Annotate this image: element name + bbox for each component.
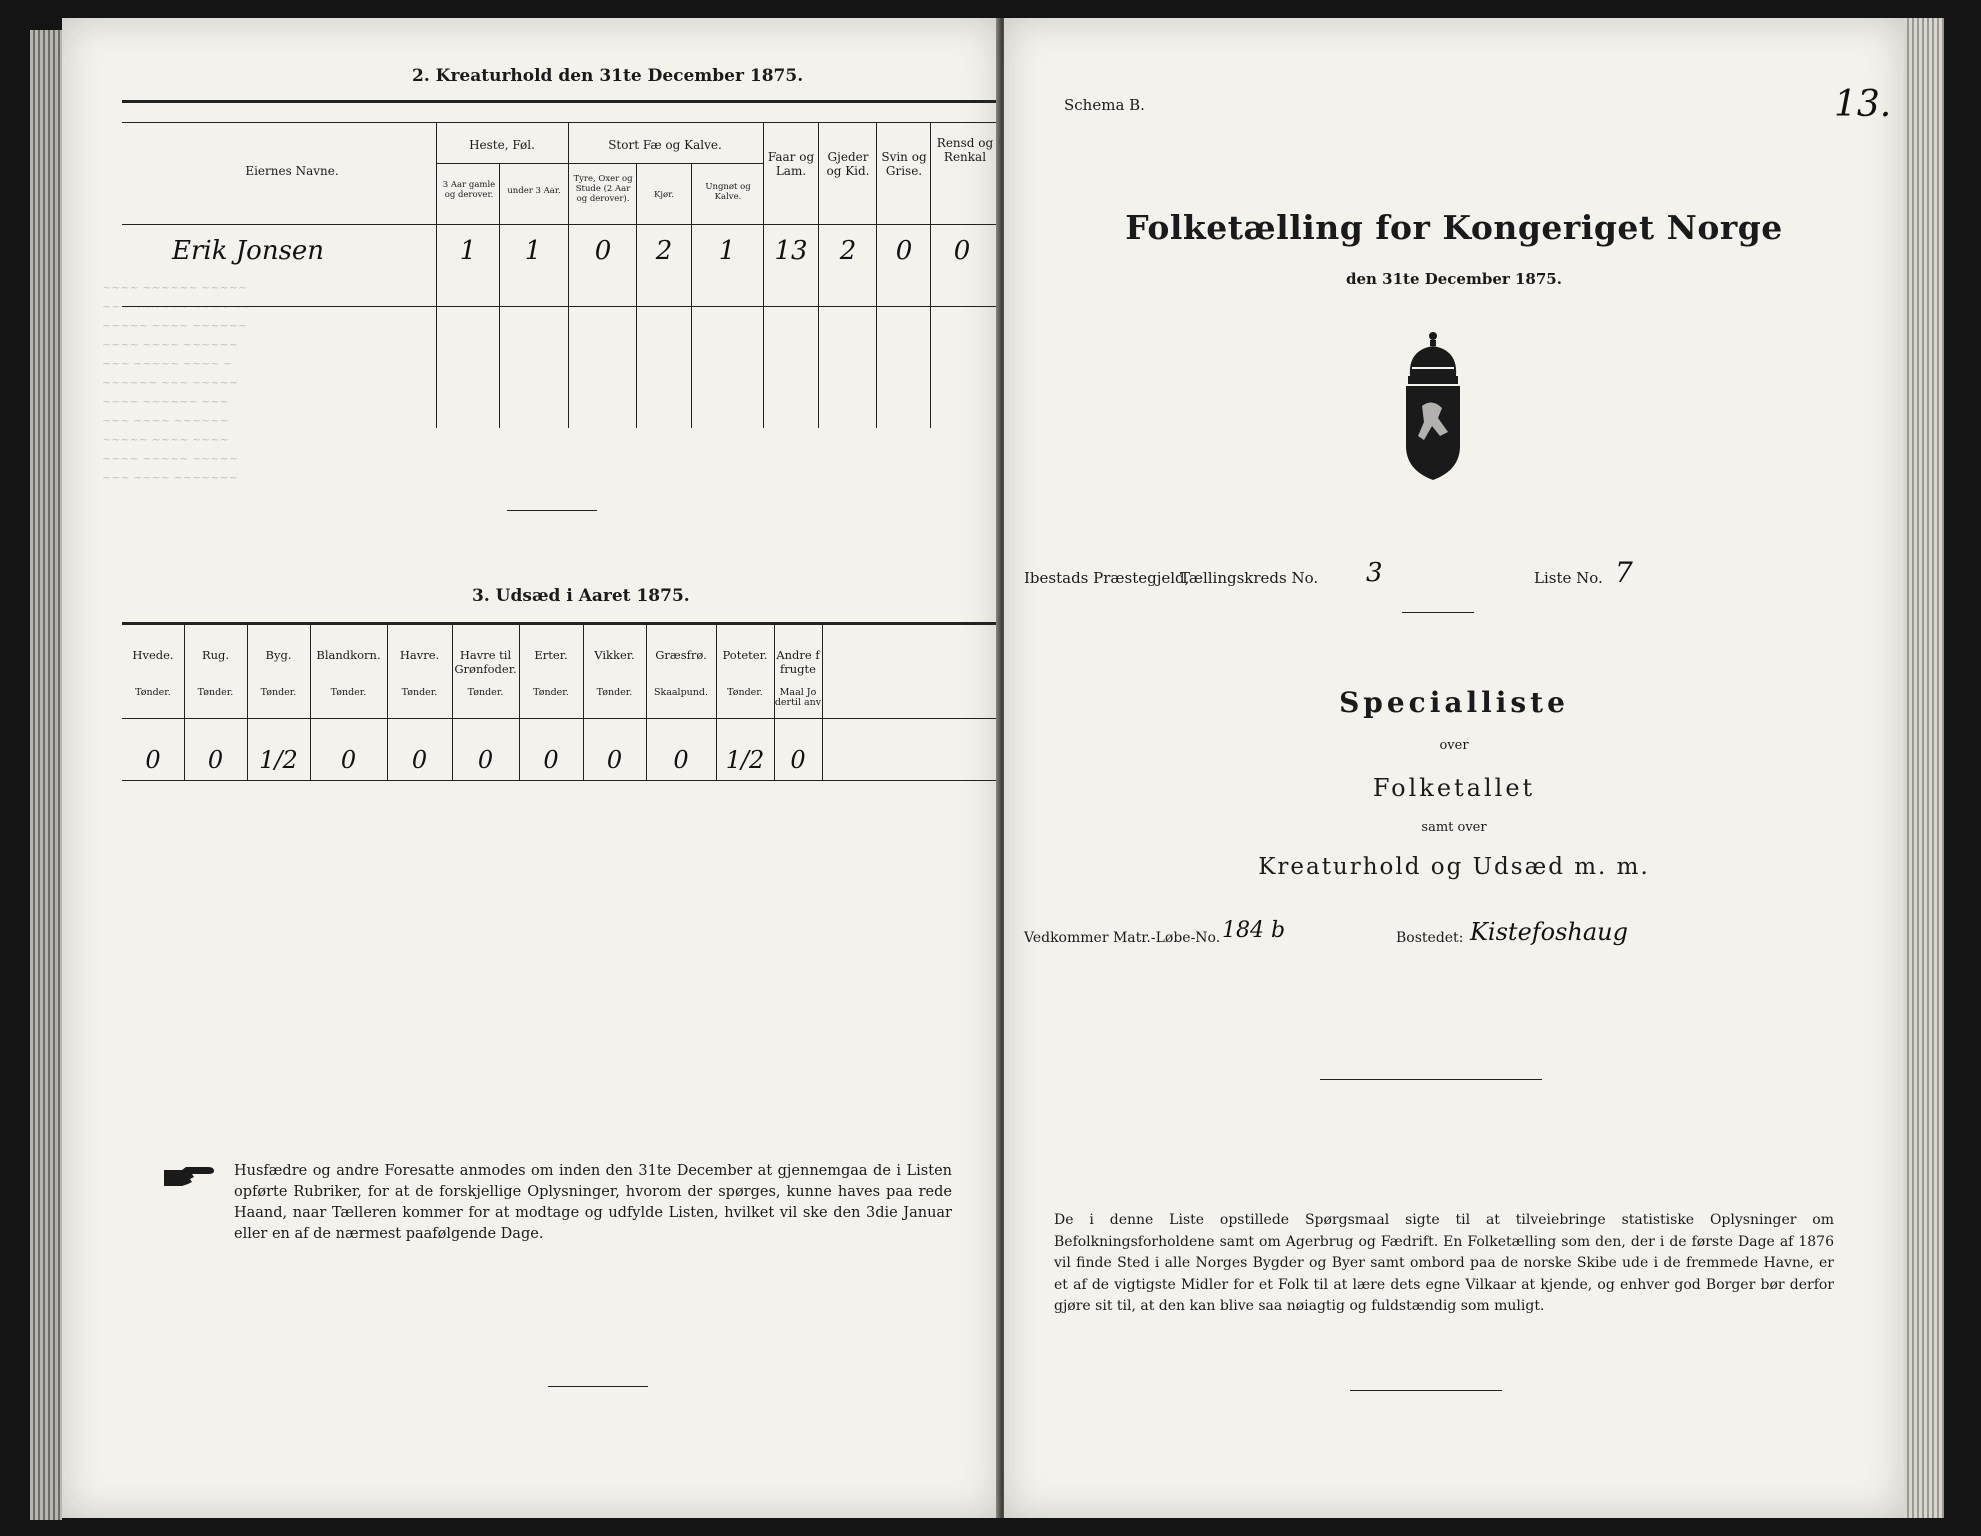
group-header-rule <box>436 163 763 164</box>
seed-column-value: 0 <box>477 746 494 774</box>
sheep-value: 13 <box>774 236 808 266</box>
seed-row-bottom-rule <box>122 780 1000 781</box>
bulls-value: 0 <box>594 236 612 266</box>
column-divider <box>876 122 877 428</box>
seed-header-bottom-rule <box>122 718 1000 719</box>
seed-column-unit: Tønder. <box>135 687 171 698</box>
seed-column-value: 0 <box>673 746 689 774</box>
seed-column-unit: Tønder. <box>401 687 438 698</box>
column-divider <box>499 163 500 428</box>
bulls-header: Tyre, Oxer og Stude (2 Aar og derover). <box>573 174 633 204</box>
seed-column-name: Havre. <box>399 648 440 662</box>
livestock-table-rule <box>122 122 1000 123</box>
matr-number: 184 b <box>1222 918 1286 943</box>
column-divider <box>691 163 692 428</box>
pointing-hand-icon <box>162 1164 222 1188</box>
schema-label: Schema B. <box>1064 96 1145 114</box>
seed-table-top-border <box>122 622 1000 625</box>
seed-column-name: Poteter. <box>722 648 768 662</box>
horses-3plus-header: 3 Aar gamle og derover. <box>442 180 496 200</box>
owner-name: Erik Jonsen <box>172 236 325 266</box>
horses-under3-value: 1 <box>524 236 542 266</box>
parish-name: Ibestads Præstegjeld, <box>1024 569 1190 587</box>
seed-column-name: Byg. <box>265 648 292 662</box>
instructions-notice: Husfædre og andre Foresatte anmodes om inden den 31te December at gjennemgaa de i Listen opførte Rubriker, for at de forskjellige Oplysninger, hvorom der spørges, kunne haves paa rede Haand, naar Tælleren kommer for at modtage og udfylde Listen, hvilket vil ske den 3die Januar eller en af de nærmest paafølgende Dage. <box>234 1163 952 1242</box>
page-number: 13. <box>1834 84 1892 125</box>
norwegian-coat-of-arms-icon <box>1392 328 1474 488</box>
population-title: Folketallet <box>1372 774 1536 802</box>
seed-section-title: 3. Udsæd i Aaret 1875. <box>472 586 690 606</box>
livestock-row-rule <box>122 306 1000 307</box>
seed-column-name: Andre f frugte <box>776 648 820 676</box>
seed-column-unit: Tønder. <box>596 687 633 698</box>
seed-column-name: Havre til Grønfoder. <box>454 648 517 676</box>
special-list-title: Specialliste <box>1339 686 1569 719</box>
bleed-through-text: ~~~~ ~~~~~~ ~~~~~ ~~~ ~~~~~~ ~~~~ ~~ ~~~~~ ~~~~ ~~~~~~ ~~~~ ~~~~ ~~~~~~ ~~~ ~~~~~ ~~~~ ~ ~~~~~~ ~~~ ~~~~~ ~~~~ ~~~~~~ ~~~ ~~~ ~~~~ ~~~~~~ ~~~~~ ~~~~ ~~~~ ~~~~ ~~~~~ ~~~~~ ~~~ ~~~~ ~~~~~~~ <box>102 281 251 484</box>
residence-label: Bostedet: <box>1396 930 1464 946</box>
young-cattle-header: Ungnøt og Kalve. <box>705 182 751 202</box>
seed-column-unit: Maal Jo dertil anv <box>774 687 822 708</box>
separator-rule <box>548 1386 648 1387</box>
cows-value: 2 <box>655 236 673 266</box>
seed-column-unit: Tønder. <box>727 687 763 698</box>
right-page <box>1004 18 1904 1518</box>
seed-column-unit: Tønder. <box>467 687 504 698</box>
right-book-edges <box>1904 18 1944 1518</box>
list-number: 7 <box>1615 556 1633 589</box>
livestock-section-title: 2. Kreaturhold den 31te December 1875. <box>412 66 804 86</box>
main-title: Folketælling for Kongeriget Norge <box>1125 208 1783 247</box>
census-date: den 31te December 1875. <box>1346 270 1562 288</box>
column-divider <box>763 122 764 428</box>
left-book-edges <box>30 30 62 1520</box>
seed-column-value: 0 <box>207 746 224 774</box>
owner-column-header: Eiernes Navne. <box>245 164 339 178</box>
horses-group-header: Heste, Føl. <box>469 138 535 152</box>
seed-column-divider <box>822 622 823 780</box>
seed-column-unit: Tønder. <box>260 687 297 698</box>
horses-under3-header: under 3 Aar. <box>507 186 561 196</box>
seed-column-name: Erter. <box>534 648 568 662</box>
seed-column-name: Blandkorn. <box>316 648 381 662</box>
pigs-header: Svin og Grise. <box>881 150 927 178</box>
separator-rule <box>1402 612 1474 613</box>
seed-column-value: 0 <box>340 746 357 774</box>
seed-column-unit: Tønder. <box>197 687 234 698</box>
livestock-seed-title: Kreaturhold og Udsæd m. m. <box>1258 854 1650 880</box>
livestock-header-bottom-rule <box>122 224 1000 225</box>
column-divider <box>636 163 637 428</box>
column-divider <box>930 122 931 428</box>
cattle-group-header: Stort Fæ og Kalve. <box>608 138 722 152</box>
seed-column-value: 0 <box>145 746 161 774</box>
seed-column-unit: Skaalpund. <box>653 687 709 698</box>
purpose-statement: De i denne Liste opstillede Spørgsmaal sigte til at tilveiebringe statistiske Oplysninger om Befolkningsforholdene samt om Agerbrug og Fædrift. En Folketælling som den, der i de første Dage af 1876 vil finde Sted i alle Norges Bygder og Byer samt ombord paa de norske Skibe ude i de fremmede Havne, er et af de vigtigste Midler for et Folk til at lære dets egne Vilkaar at kjende, og enhver god Borger bør derfor gjøre sit til, at den kan blive saa nøiagtig og fuldstændig som muligt. <box>1054 1212 1834 1314</box>
column-divider <box>436 122 437 428</box>
seed-column-value: 1/2 <box>725 746 765 774</box>
seed-column-name: Vikker. <box>594 648 635 662</box>
column-divider <box>818 122 819 428</box>
seed-column-unit: Tønder. <box>330 687 367 698</box>
livestock-table-top-border <box>122 100 1000 103</box>
also-over-label: samt over <box>1421 820 1487 835</box>
reindeer-value: 0 <box>953 236 971 266</box>
goats-value: 2 <box>839 236 857 266</box>
seed-column-name: Hvede. <box>132 648 174 662</box>
reindeer-header: Rensd og Renkal <box>936 136 994 164</box>
separator-rule <box>1350 1390 1502 1391</box>
seed-column-value: 0 <box>606 746 623 774</box>
separator-rule <box>1320 1079 1542 1080</box>
seed-column-value: 1/2 <box>259 746 298 774</box>
young-cattle-value: 1 <box>718 236 736 266</box>
column-divider <box>568 122 569 428</box>
district-number: 3 <box>1366 558 1383 588</box>
residence-value: Kistefoshaug <box>1470 918 1629 946</box>
pigs-value: 0 <box>895 236 913 266</box>
left-page <box>62 18 1000 1518</box>
sheep-header: Faar og Lam. <box>767 150 815 178</box>
list-label: Liste No. <box>1534 569 1603 587</box>
district-label: Tællingskreds No. <box>1180 569 1319 587</box>
seed-column-value: 0 <box>411 746 428 774</box>
seed-column-unit: Tønder. <box>533 687 569 698</box>
over-label: over <box>1439 738 1469 753</box>
separator-rule <box>507 510 597 511</box>
seed-column-name: Græsfrø. <box>655 648 707 662</box>
horses-3plus-value: 1 <box>459 236 477 266</box>
seed-column-value: 0 <box>543 746 559 774</box>
goats-header: Gjeder og Kid. <box>826 150 870 178</box>
cows-header: Kjør. <box>654 190 674 200</box>
seed-column-value: 0 <box>790 746 806 774</box>
matr-label: Vedkommer Matr.-Løbe-No. <box>1024 930 1221 946</box>
seed-column-name: Rug. <box>201 648 230 662</box>
